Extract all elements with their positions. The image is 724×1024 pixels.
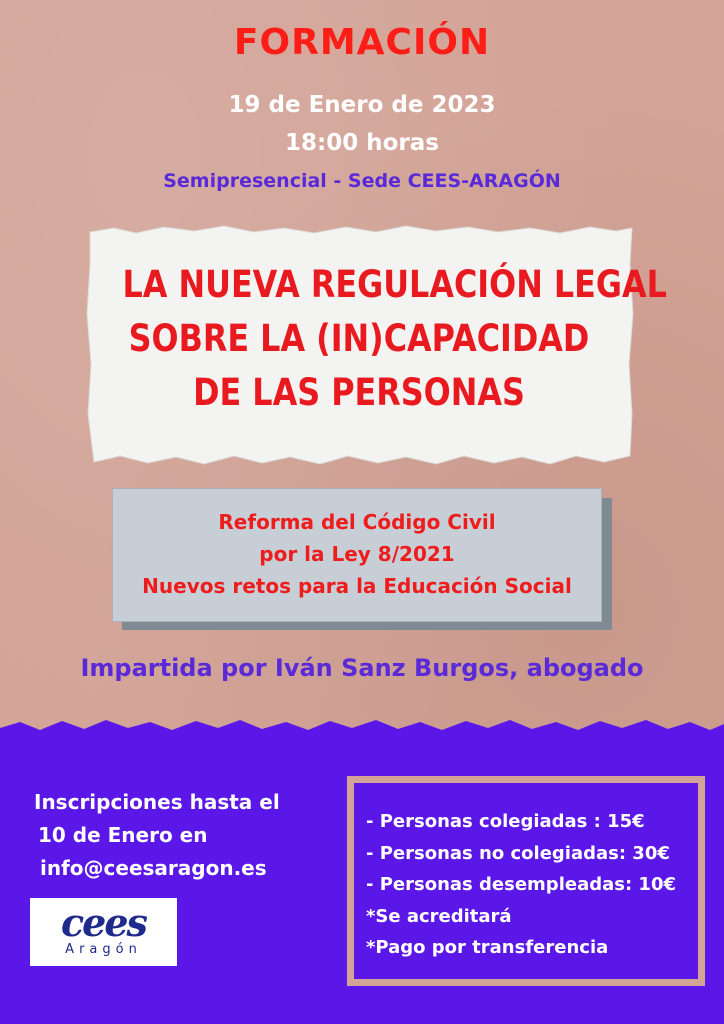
logo-main-text: cees — [61, 900, 146, 945]
inscriptions-line: 10 de Enero en — [38, 823, 208, 847]
event-hour: 18:00 horas — [285, 130, 439, 156]
price-note: *Pago por transferencia — [366, 937, 609, 958]
subtitle-line: por la Ley 8/2021 — [259, 542, 455, 566]
inscriptions-text — [34, 786, 280, 885]
title-line: LA NUEVA REGULACIÓN LEGAL — [122, 263, 667, 306]
price-item: - Personas desempleadas: 10€ — [366, 874, 676, 895]
event-date: 19 de Enero de 2023 — [228, 92, 496, 118]
title-line: DE LAS PERSONAS — [193, 371, 525, 414]
price-note: *Se acreditará — [366, 905, 512, 927]
subtitle-text — [112, 506, 602, 602]
price-item: - Personas no colegiadas: 30€ — [366, 842, 670, 864]
cees-logo — [30, 898, 177, 966]
main-title — [122, 258, 667, 420]
inscriptions-email[interactable]: info@ceesaragon.es — [40, 856, 267, 880]
title-line: SOBRE LA (IN)CAPACIDAD — [128, 317, 590, 360]
inscriptions-line: Inscripciones hasta el — [34, 790, 280, 814]
subtitle-line: Reforma del Código Civil — [218, 510, 496, 534]
price-item: - Personas colegiadas : 15€ — [366, 811, 645, 832]
speaker-line: Impartida por Iván Sanz Burgos, abogado — [80, 654, 644, 682]
formacion-heading: FORMACIÓN — [233, 22, 491, 63]
event-mode: Semipresencial - Sede CEES-ARAGÓN — [163, 170, 561, 192]
logo-sub-text: Aragón — [65, 942, 142, 957]
price-list — [366, 806, 676, 964]
subtitle-line: Nuevos retos para la Educación Social — [142, 574, 572, 598]
